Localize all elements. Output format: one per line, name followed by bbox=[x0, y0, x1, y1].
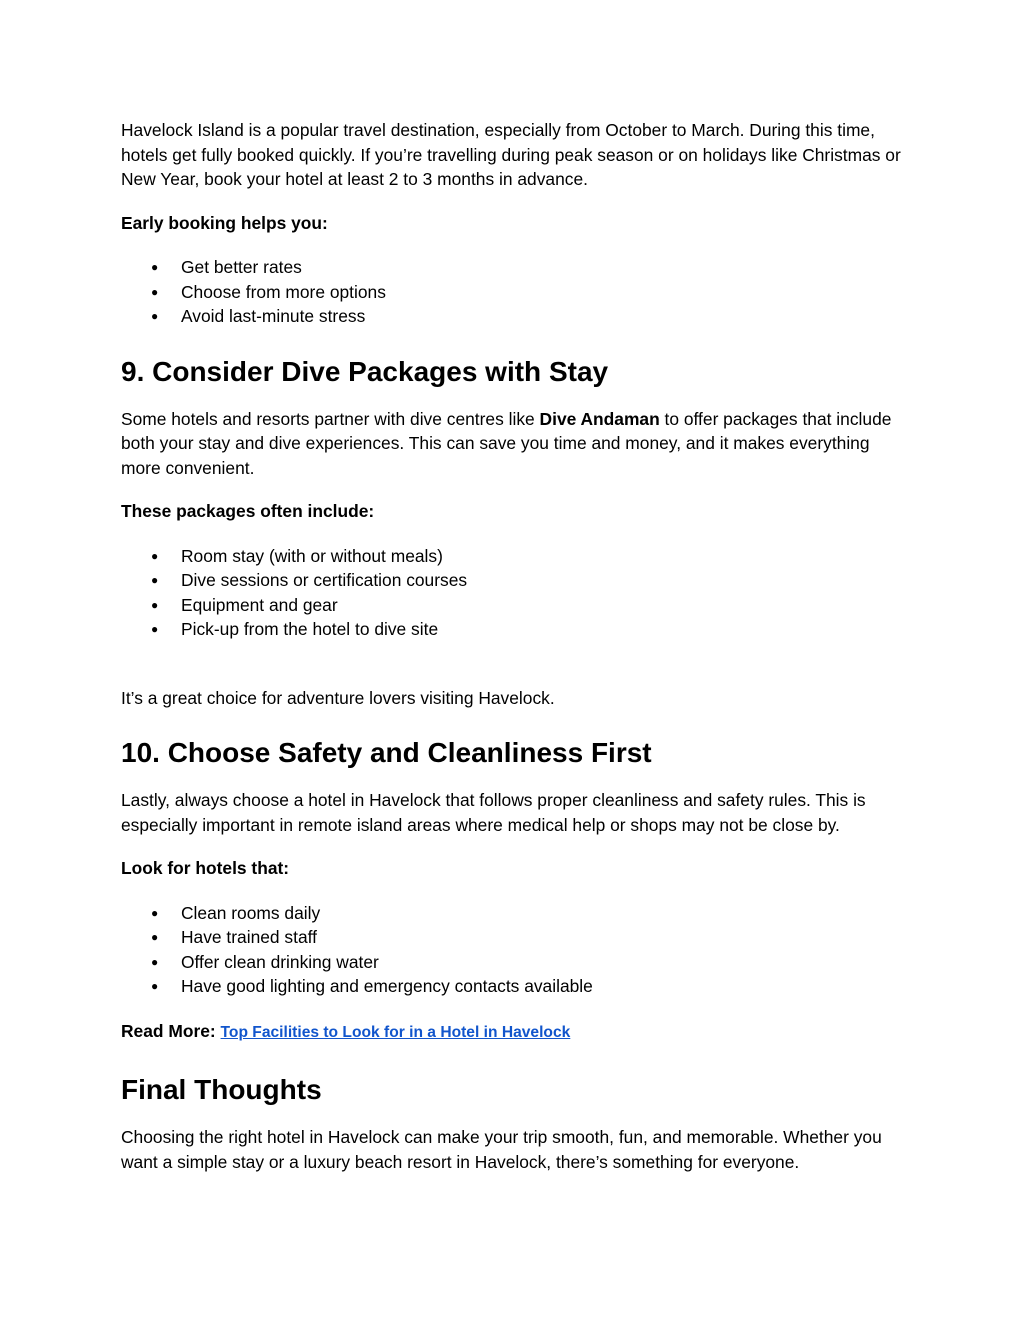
list-item: ● Offer clean drinking water bbox=[121, 950, 911, 975]
section-9-closing: It’s a great choice for adventure lovers visiting Havelock. bbox=[121, 687, 555, 708]
packages-label: These packages often include: bbox=[121, 501, 375, 521]
packages-list bbox=[121, 544, 911, 642]
final-thoughts-heading: Final Thoughts bbox=[121, 1074, 322, 1105]
bullet-icon: ● bbox=[151, 260, 159, 274]
read-more-label: Read More: bbox=[121, 1020, 216, 1041]
list-item: ● Room stay (with or without meals) bbox=[121, 544, 911, 569]
read-more-line bbox=[121, 1019, 911, 1046]
look-for-list bbox=[121, 901, 911, 999]
bullet-icon: ● bbox=[151, 905, 159, 920]
bullet-icon: ● bbox=[151, 930, 159, 944]
section-9-paragraph: Some hotels and resorts partner with dive centres like Dive Andaman to offer packages that include both your stay and dive experiences. This can save you time and money, and it makes everything more convenient. bbox=[121, 408, 892, 478]
look-for-label: Look for hotels that: bbox=[121, 858, 290, 878]
dive-andaman-name: Dive Andaman bbox=[539, 408, 660, 429]
bullet-icon: ● bbox=[151, 309, 159, 323]
document-page bbox=[121, 118, 911, 1174]
list-item: ● Have trained staff bbox=[121, 925, 911, 950]
list-item: ● Pick-up from the hotel to dive site bbox=[121, 617, 911, 642]
bullet-icon: ● bbox=[151, 548, 159, 563]
bullet-icon: ● bbox=[151, 979, 159, 993]
section-10-heading: 10. Choose Safety and Cleanliness First bbox=[121, 737, 652, 768]
list-item: ● Have good lighting and emergency contacts available bbox=[121, 974, 911, 999]
bullet-icon: ● bbox=[151, 573, 159, 587]
section-9-heading: 9. Consider Dive Packages with Stay bbox=[121, 355, 609, 387]
early-booking-label: Early booking helps you: bbox=[121, 212, 328, 233]
section-10-paragraph: Lastly, always choose a hotel in Havelock that follows proper cleanliness and safety rules. This is especially important in remote island areas where medical help or shops may not be close by. bbox=[121, 790, 866, 835]
list-item: ● Clean rooms daily bbox=[121, 901, 911, 926]
list-item: ● Avoid last-minute stress bbox=[121, 304, 911, 329]
read-more-link[interactable]: Top Facilities to Look for in a Hotel in Havelock bbox=[220, 1023, 571, 1041]
list-item: ● Choose from more options bbox=[121, 280, 911, 305]
final-thoughts-paragraph: Choosing the right hotel in Havelock can make your trip smooth, fun, and memorable. Whether you want a simple stay or a luxury beach resort in Havelock, there’s something for everyone. bbox=[121, 1127, 882, 1172]
bullet-icon: ● bbox=[151, 954, 159, 969]
bullet-icon: ● bbox=[151, 597, 159, 612]
list-item: ● Equipment and gear bbox=[121, 593, 911, 618]
bullet-icon: ● bbox=[151, 284, 159, 299]
bullet-icon: ● bbox=[151, 622, 159, 636]
intro-paragraph: Havelock Island is a popular travel destination, especially from October to March. During this time, hotels get fully booked quickly. If you’re travelling during peak season or on holidays like Christmas or New Year, book your hotel at least 2 to 3 months in advance. bbox=[121, 120, 901, 189]
early-booking-list bbox=[121, 255, 911, 329]
list-item: ● Dive sessions or certification courses bbox=[121, 568, 911, 593]
list-item: ● Get better rates bbox=[121, 255, 911, 280]
